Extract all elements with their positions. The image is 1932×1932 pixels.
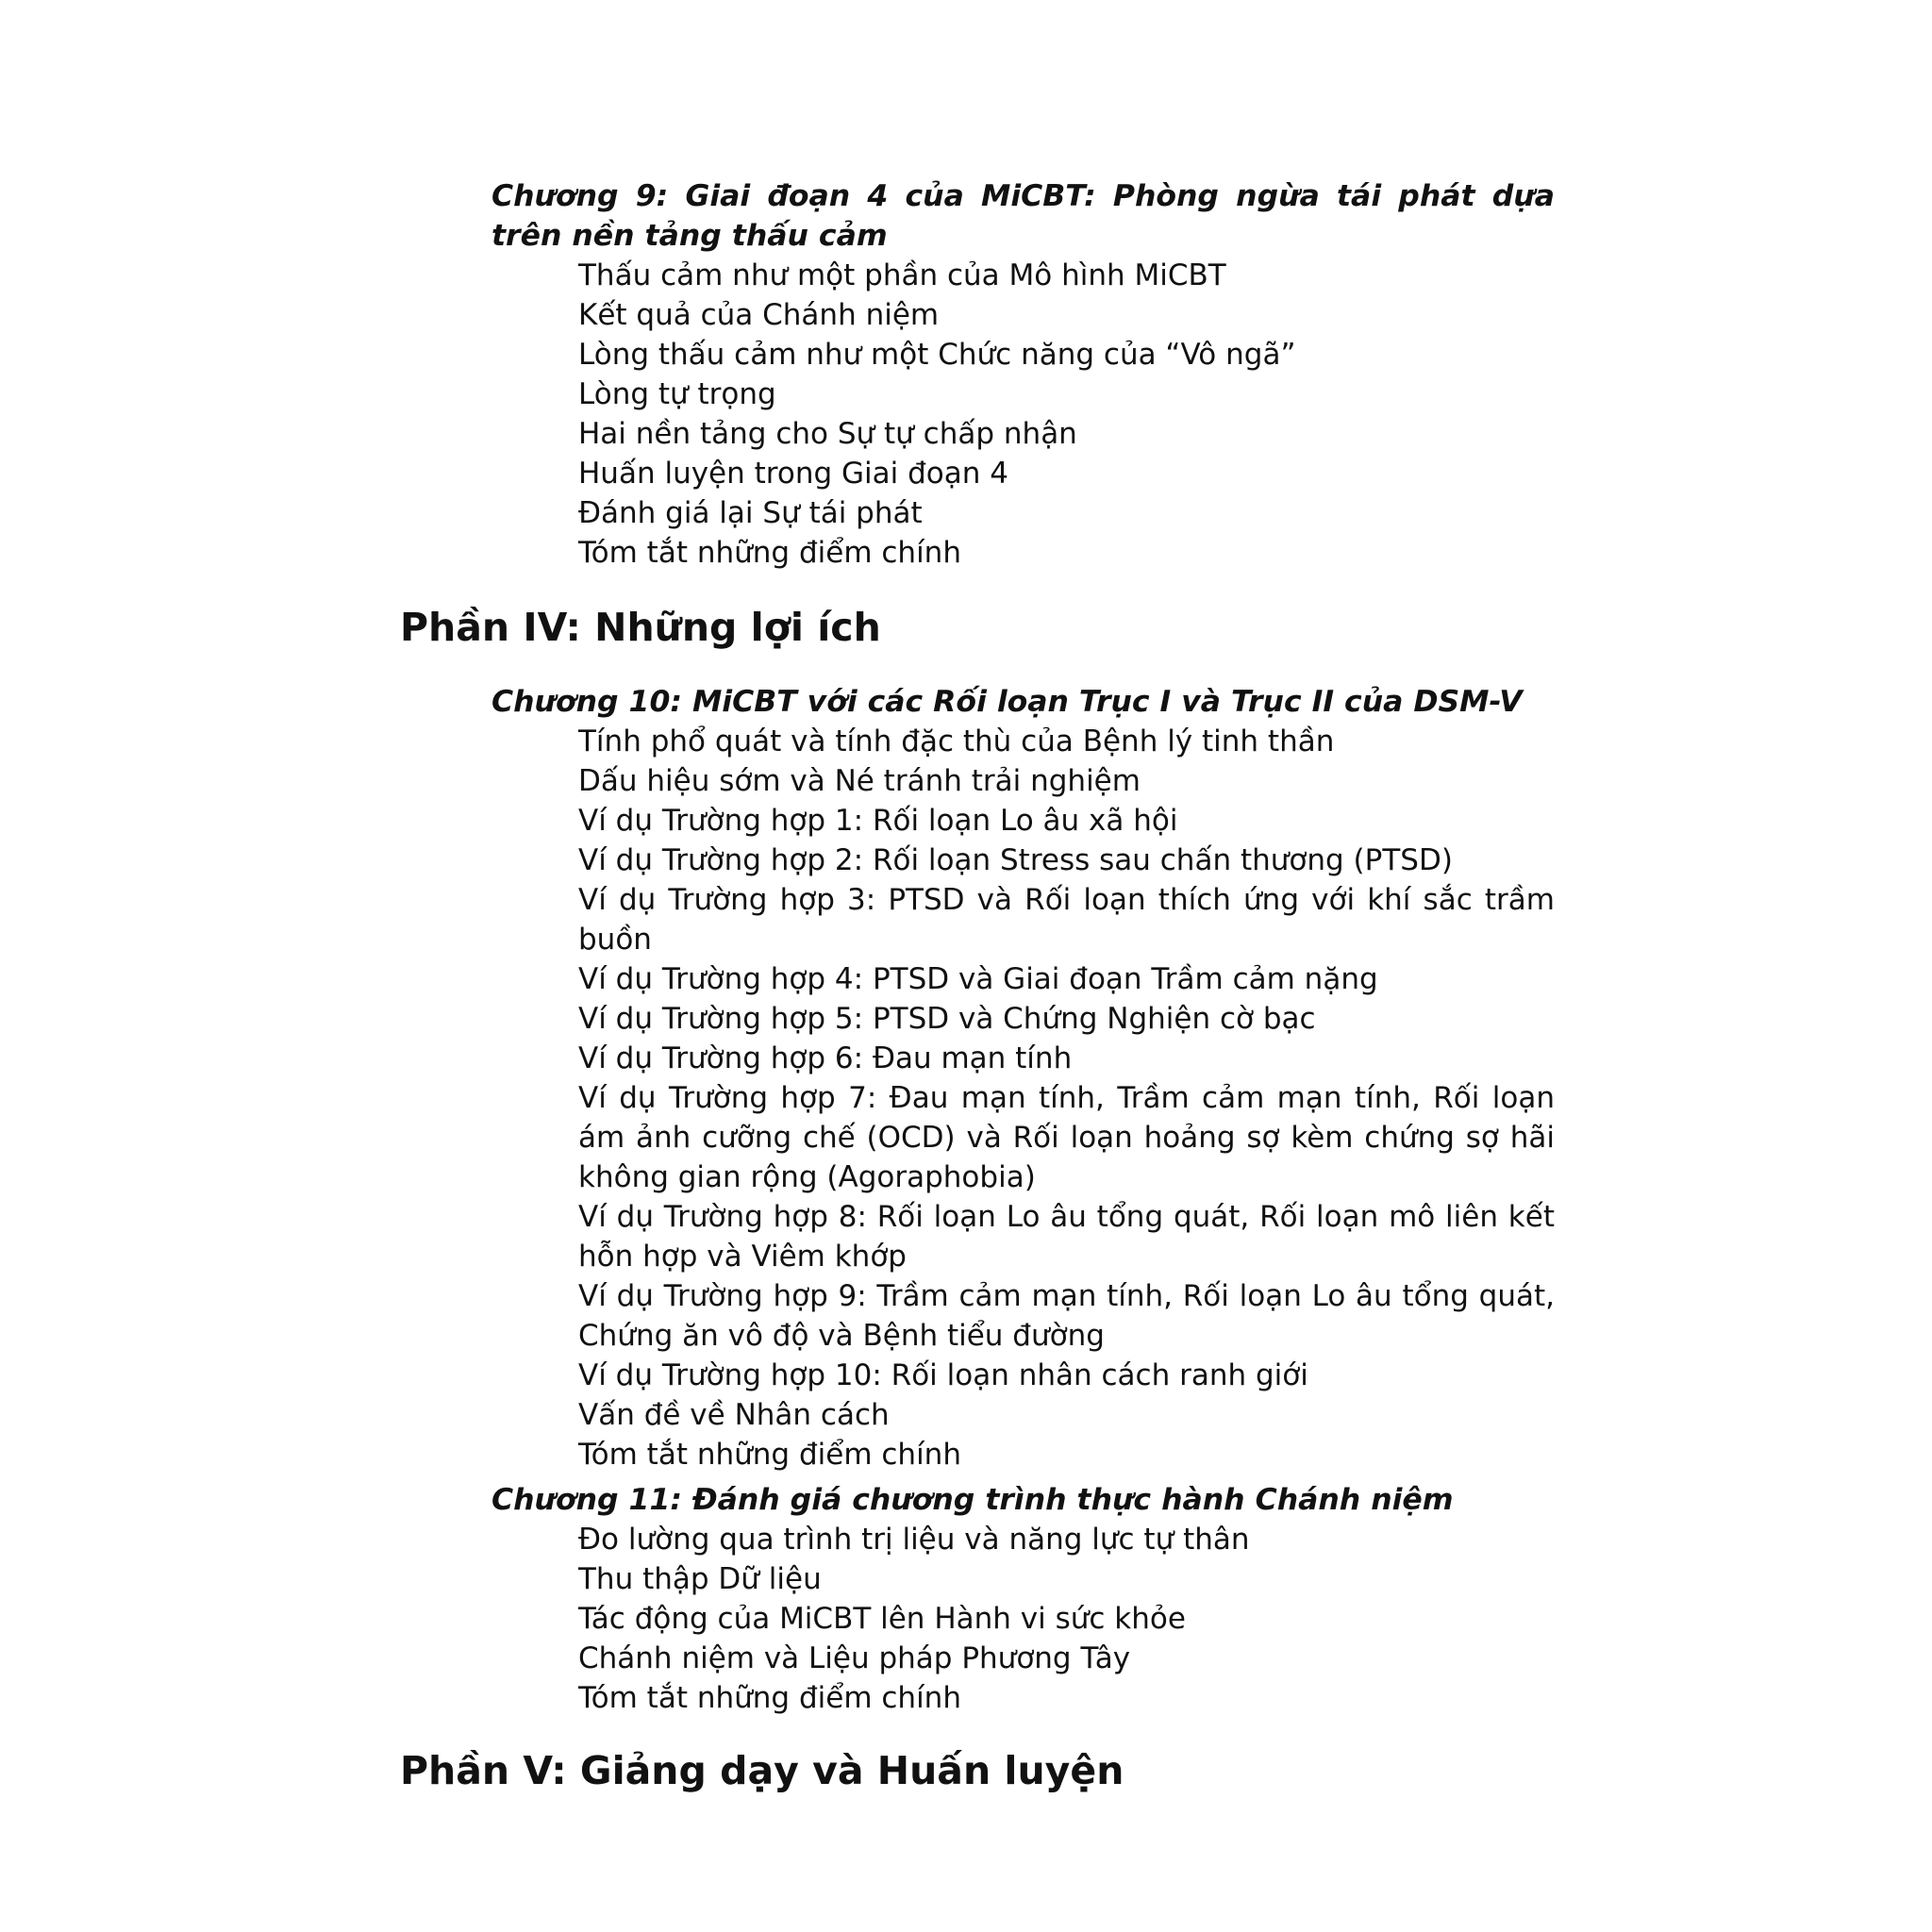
list-item: Dấu hiệu sớm và Né tránh trải nghiệm [578, 764, 1141, 798]
list-item: Huấn luyện trong Giai đoạn 4 [578, 457, 1008, 491]
list-item: Ví dụ Trường hợp 4: PTSD và Giai đoạn Trầm cảm nặng [578, 962, 1378, 996]
list-item: Tóm tắt những điểm chính [578, 1438, 961, 1472]
list-item: Vấn đề về Nhân cách [578, 1398, 890, 1432]
list-item: Kết quả của Chánh niệm [578, 298, 940, 332]
list-item: Ví dụ Trường hợp 7: Đau mạn tính, Trầm cảm mạn tính, Rối loạn ám ảnh cưỡng chế (OCD) và Rối loạn hoảng sợ kèm chứng sợ hãi không gian rộng (Agoraphobia) [578, 1081, 1555, 1194]
list-item: Tính phổ quát và tính đặc thù của Bệnh lý tinh thần [578, 724, 1335, 758]
list-item: Ví dụ Trường hợp 3: PTSD và Rối loạn thích ứng với khí sắc trầm buồn [578, 883, 1555, 957]
chapter-11-section-list [578, 1520, 1555, 1718]
list-item: Tác động của MiCBT lên Hành vi sức khỏe [578, 1602, 1186, 1636]
list-item: Ví dụ Trường hợp 6: Đau mạn tính [578, 1041, 1073, 1075]
list-item: Ví dụ Trường hợp 2: Rối loạn Stress sau chấn thương (PTSD) [578, 843, 1453, 877]
list-item: Ví dụ Trường hợp 5: PTSD và Chứng Nghiện cờ bạc [578, 1002, 1316, 1036]
list-item: Ví dụ Trường hợp 8: Rối loạn Lo âu tổng quát, Rối loạn mô liên kết hỗn hợp và Viêm khớp [578, 1200, 1555, 1274]
list-item: Hai nền tảng cho Sự tự chấp nhận [578, 417, 1077, 451]
list-item: Thu thập Dữ liệu [578, 1562, 822, 1596]
list-item: Ví dụ Trường hợp 10: Rối loạn nhân cách ranh giới [578, 1358, 1308, 1392]
list-item: Lòng thấu cảm như một Chức năng của “Vô ngã” [578, 338, 1296, 372]
chapter-9-section-list [578, 256, 1555, 573]
list-item: Ví dụ Trường hợp 9: Trầm cảm mạn tính, Rối loạn Lo âu tổng quát, Chứng ăn vô độ và Bệnh tiểu đường [578, 1279, 1555, 1353]
list-item: Lòng tự trọng [578, 377, 776, 411]
list-item: Đánh giá lại Sự tái phát [578, 496, 923, 530]
list-item: Đo lường qua trình trị liệu và năng lực tự thân [578, 1523, 1250, 1557]
part-5-heading: Phần V: Giảng dạy và Huấn luyện [400, 1748, 1124, 1793]
chapter-9-heading: Chương 9: Giai đoạn 4 của MiCBT: Phòng ngừa tái phát dựa trên nền tảng thấu cảm [491, 179, 1555, 253]
list-item: Chánh niệm và Liệu pháp Phương Tây [578, 1641, 1131, 1675]
chapter-11-heading: Chương 11: Đánh giá chương trình thực hành Chánh niệm [491, 1483, 1454, 1517]
list-item: Tóm tắt những điểm chính [578, 1681, 961, 1715]
list-item: Thấu cảm như một phần của Mô hình MiCBT [578, 258, 1226, 292]
list-item: Tóm tắt những điểm chính [578, 536, 961, 570]
chapter-10-section-list [578, 722, 1555, 1474]
list-item: Ví dụ Trường hợp 1: Rối loạn Lo âu xã hội [578, 804, 1178, 838]
part-4-heading: Phần IV: Những lợi ích [400, 605, 881, 650]
chapter-10-heading: Chương 10: MiCBT với các Rối loạn Trục I và Trục II của DSM-V [491, 685, 1523, 719]
